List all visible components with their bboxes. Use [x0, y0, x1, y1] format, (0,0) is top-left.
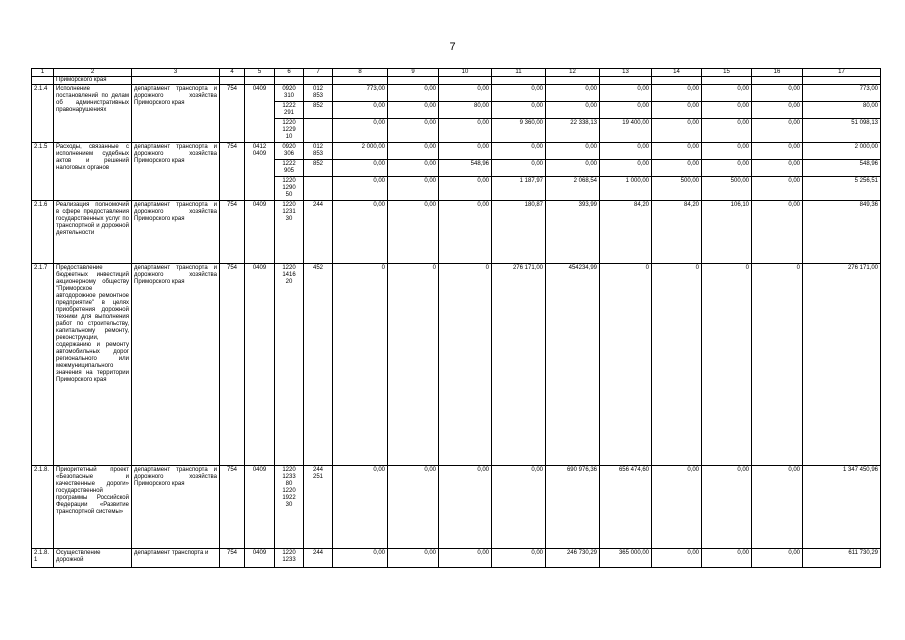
column-header: 1 [32, 69, 54, 77]
row-value-cell: 2 000,00 [803, 143, 881, 160]
row-value-cell: 0,00 [439, 143, 492, 160]
row-code-cell: 754 [220, 466, 245, 549]
column-header: 8 [333, 69, 388, 77]
row-value-cell: 9 360,00 [492, 119, 546, 143]
row-value-cell: 773,00 [333, 85, 388, 102]
row-value-cell: 0,00 [439, 85, 492, 102]
row-value-cell: 0 [600, 264, 652, 466]
row-value-cell: 246 730,29 [546, 549, 600, 568]
row-value-cell: 0,00 [492, 466, 546, 549]
row-code-cell: 452 [304, 264, 333, 466]
row-value-cell: 0,00 [388, 466, 439, 549]
row-value-cell: 773,00 [803, 85, 881, 102]
row-department-cell: департамент транспорта и дорожного хозяйства Приморского края [132, 85, 220, 143]
row-code-cell: 1220 1233 80 1220 1922 30 [275, 466, 304, 549]
row-value-cell: 0,00 [492, 85, 546, 102]
row-value-cell: 276 171,00 [492, 264, 546, 466]
row-department-cell: департамент транспорта и дорожного хозяйства Приморского края [132, 264, 220, 466]
row-value-cell: 0,00 [333, 201, 388, 264]
row-department-cell: департамент транспорта и дорожного хозяйства Приморского края [132, 466, 220, 549]
row-value-cell: 0,00 [492, 143, 546, 160]
row-code-cell: 754 [220, 264, 245, 466]
row-value-cell: 0,00 [388, 160, 439, 177]
row-name-cell: Предоставление бюджетных инвестиций акционерному обществу "Приморское автодорожное ремонтное предприятие" в целях приобретения дорожной техники для выполнения работ по строительству, капитальному ремонту, реконструкции, содержанию и ремонту автомобильных дорог регионального или межмуниципального значения на территории Приморского края [54, 264, 132, 466]
row-value-cell: 0,00 [652, 102, 702, 119]
row-code-cell: 012 853 [304, 85, 333, 102]
row-department-cell: департамент транспорта и дорожного хозяйства Приморского края [132, 201, 220, 264]
row-value-cell: 849,36 [803, 201, 881, 264]
column-header: 4 [220, 69, 245, 77]
row-value-cell: 0,00 [702, 160, 752, 177]
row-code-cell: 244 [304, 201, 333, 264]
row-value-cell: 80,00 [803, 102, 881, 119]
row-code-cell: 1220 1290 50 [275, 177, 304, 201]
column-header: 14 [652, 69, 702, 77]
column-header: 2 [54, 69, 132, 77]
row-code-cell: 244 251 [304, 466, 333, 549]
row-value-cell: 0,00 [333, 102, 388, 119]
row-value-cell: 0 [388, 264, 439, 466]
row-value-cell: 1 347 450,96 [803, 466, 881, 549]
row-value-cell: 0,00 [702, 549, 752, 568]
table-row [32, 143, 881, 160]
row-code-cell: 0409 [245, 201, 275, 264]
row-code-cell: 0412 0409 [245, 143, 275, 201]
row-value-cell: 0,00 [546, 143, 600, 160]
row-value-cell: 80,00 [439, 102, 492, 119]
row-value-cell: 0 [702, 264, 752, 466]
row-value-cell: 0,00 [652, 143, 702, 160]
row-value-cell: 19 400,00 [600, 119, 652, 143]
row-code-cell: 012 853 [304, 143, 333, 160]
column-header: 13 [600, 69, 652, 77]
row-number-cell: 2.1.7 [32, 264, 54, 466]
column-header: 9 [388, 69, 439, 77]
row-name-cell: Осуществление дорожной [54, 549, 132, 568]
row-value-cell: 0,00 [388, 102, 439, 119]
row-value-cell: 0,00 [752, 466, 803, 549]
row-value-cell: 393,99 [546, 201, 600, 264]
row-value-cell: 548,96 [439, 160, 492, 177]
row-code-cell: 0920 310 [275, 85, 304, 102]
row-value-cell: 690 976,36 [546, 466, 600, 549]
row-value-cell: 0,00 [752, 119, 803, 143]
row-value-cell: 0,00 [546, 102, 600, 119]
row-name-cell: Исполнение постановлений по делам об административных правонарушениях [54, 85, 132, 143]
row-value-cell: 0,00 [388, 177, 439, 201]
column-header: 6 [275, 69, 304, 77]
column-header: 11 [492, 69, 546, 77]
row-value-cell: 0 [652, 264, 702, 466]
row-value-cell: 0,00 [752, 143, 803, 160]
row-name-cell: Приоритетный проект «Безопасные и качественные дороги» государственной программы Российской Федерации «Развитие транспортной системы» [54, 466, 132, 549]
row-value-cell: 365 000,00 [600, 549, 652, 568]
row-value-cell: 0,00 [702, 466, 752, 549]
row-value-cell: 0,00 [702, 143, 752, 160]
row-value-cell: 0,00 [492, 549, 546, 568]
row-value-cell: 1 187,97 [492, 177, 546, 201]
row-value-cell: 0,00 [752, 160, 803, 177]
row-value-cell: 0,00 [388, 85, 439, 102]
budget-table [31, 68, 881, 568]
row-value-cell: 0,00 [439, 119, 492, 143]
row-value-cell: 0,00 [333, 160, 388, 177]
column-header: 5 [245, 69, 275, 77]
row-code-cell: 1220 1416 20 [275, 264, 304, 466]
row-value-cell: 0,00 [652, 85, 702, 102]
row-code-cell: 852 [304, 160, 333, 177]
row-code-cell: 0920 306 [275, 143, 304, 160]
column-header: 12 [546, 69, 600, 77]
row-value-cell: 84,20 [600, 201, 652, 264]
row-value-cell: 0 [333, 264, 388, 466]
row-value-cell: 0,00 [388, 143, 439, 160]
row-number-cell: 2.1.4 [32, 85, 54, 143]
row-code-cell: 1220 1233 [275, 549, 304, 568]
row-code-cell: 0409 [245, 549, 275, 568]
table-row [32, 85, 881, 102]
row-department-cell: департамент транспорта и [132, 549, 220, 568]
row-code-cell: 852 [304, 102, 333, 119]
row-value-cell: 0 [752, 264, 803, 466]
row-value-cell: 0,00 [388, 201, 439, 264]
page-number: 7 [449, 41, 456, 53]
row-code-cell: 244 [304, 549, 333, 568]
row-value-cell: 51 098,13 [803, 119, 881, 143]
row-code-cell: 1220 1231 30 [275, 201, 304, 264]
row-number-cell: 2.1.6 [32, 201, 54, 264]
row-value-cell: 500,00 [652, 177, 702, 201]
row-value-cell: 0,00 [752, 102, 803, 119]
row-value-cell: 0,00 [492, 102, 546, 119]
row-value-cell: 0,00 [752, 549, 803, 568]
row-value-cell: 0,00 [492, 160, 546, 177]
row-code-cell: 754 [220, 143, 245, 201]
row-value-cell: 0,00 [752, 177, 803, 201]
row-value-cell: 0,00 [439, 201, 492, 264]
row-value-cell: 0,00 [388, 119, 439, 143]
column-header: 16 [752, 69, 803, 77]
row-value-cell: 0,00 [333, 119, 388, 143]
row-value-cell: 0,00 [333, 549, 388, 568]
row-code-cell: 0409 [245, 264, 275, 466]
row-value-cell: 0,00 [600, 85, 652, 102]
row-value-cell: 0,00 [652, 119, 702, 143]
row-code-cell: 754 [220, 549, 245, 568]
row-value-cell: 656 474,60 [600, 466, 652, 549]
column-header: 17 [803, 69, 881, 77]
row-value-cell: 5 256,51 [803, 177, 881, 201]
row-value-cell: 2 000,00 [333, 143, 388, 160]
row-value-cell: 454234,99 [546, 264, 600, 466]
row-value-cell: 611 730,29 [803, 549, 881, 568]
table-row [32, 549, 881, 568]
row-value-cell: 500,00 [702, 177, 752, 201]
table-row [32, 466, 881, 549]
row-value-cell: 548,96 [803, 160, 881, 177]
row-code-cell: 754 [220, 201, 245, 264]
row-value-cell: 0,00 [752, 85, 803, 102]
row-value-cell: 1 000,00 [600, 177, 652, 201]
row-value-cell: 0,00 [333, 177, 388, 201]
table-body [32, 69, 881, 568]
row-name-cell: Реализация полномочий в сфере предоставления государственных услуг по транспортной и дорожной деятельности [54, 201, 132, 264]
row-value-cell: 0,00 [702, 102, 752, 119]
row-value-cell: 0,00 [333, 466, 388, 549]
region-continuation-row [32, 77, 881, 85]
row-value-cell: 0,00 [600, 143, 652, 160]
row-code-cell: 0409 [245, 85, 275, 143]
row-value-cell: 0,00 [752, 201, 803, 264]
row-value-cell: 0,00 [439, 466, 492, 549]
row-code-cell: 1222 291 [275, 102, 304, 119]
column-header: 15 [702, 69, 752, 77]
region-cell: Приморского края [54, 77, 132, 85]
row-code-cell: 0409 [245, 466, 275, 549]
row-value-cell: 0,00 [600, 102, 652, 119]
row-value-cell: 0,00 [652, 466, 702, 549]
row-number-cell: 2.1.8. 1 [32, 549, 54, 568]
row-value-cell: 84,20 [652, 201, 702, 264]
row-value-cell: 0,00 [439, 549, 492, 568]
column-header: 3 [132, 69, 220, 77]
row-value-cell: 0,00 [702, 119, 752, 143]
column-header: 7 [304, 69, 333, 77]
row-value-cell: 0,00 [600, 160, 652, 177]
row-value-cell: 0,00 [546, 85, 600, 102]
row-code-cell: 754 [220, 85, 245, 143]
row-number-cell: 2.1.5 [32, 143, 54, 201]
row-number-cell: 2.1.8. [32, 466, 54, 549]
row-code-cell: 1222 905 [275, 160, 304, 177]
row-code-cell: 1220 1229 10 [275, 119, 304, 143]
row-value-cell: 0,00 [652, 549, 702, 568]
row-value-cell: 2 068,54 [546, 177, 600, 201]
row-value-cell: 0,00 [546, 160, 600, 177]
table-row [32, 201, 881, 264]
row-value-cell: 0,00 [388, 549, 439, 568]
row-name-cell: Расходы, связанные с исполнением судебных актов и решений налоговых органов [54, 143, 132, 201]
row-value-cell: 276 171,00 [803, 264, 881, 466]
row-code-cell [304, 177, 333, 201]
column-header: 10 [439, 69, 492, 77]
header-row [32, 69, 881, 77]
row-value-cell: 106,10 [702, 201, 752, 264]
row-code-cell [304, 119, 333, 143]
row-value-cell: 22 338,13 [546, 119, 600, 143]
row-department-cell: департамент транспорта и дорожного хозяйства Приморского края [132, 143, 220, 201]
row-value-cell: 180,87 [492, 201, 546, 264]
row-value-cell: 0 [439, 264, 492, 466]
table-row [32, 264, 881, 466]
row-value-cell: 0,00 [439, 177, 492, 201]
row-value-cell: 0,00 [702, 85, 752, 102]
row-value-cell: 0,00 [652, 160, 702, 177]
